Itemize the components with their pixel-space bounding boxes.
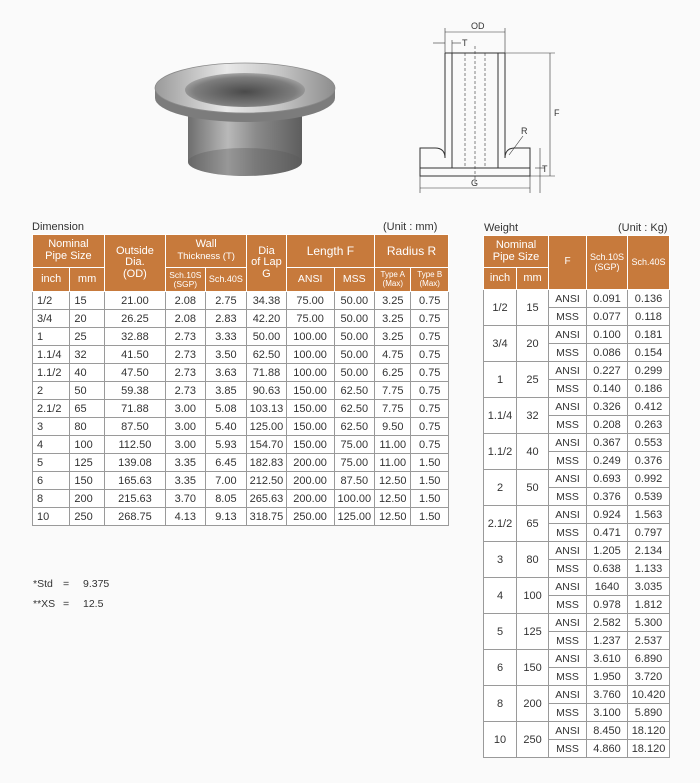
cell: 0.75 [411, 346, 449, 364]
cell: 2.73 [166, 364, 206, 382]
cell: 80 [517, 542, 549, 578]
cell: 62.50 [334, 400, 375, 418]
weight-title: Weight [484, 222, 519, 234]
cell: 11.00 [375, 436, 411, 454]
table-row [33, 454, 449, 472]
table-row [33, 400, 449, 418]
cell: 4.75 [375, 346, 411, 364]
std-note: *Std = 9.375 [33, 578, 110, 590]
cell: 0.186 [628, 380, 670, 398]
cell: 139.08 [104, 454, 165, 472]
cell: 11.00 [375, 454, 411, 472]
cell: 125 [70, 454, 104, 472]
cell: 200 [517, 686, 549, 722]
cell: ANSI [549, 542, 587, 560]
cell: 0.553 [628, 434, 670, 452]
cell: 87.50 [104, 418, 165, 436]
cell: 75.00 [286, 292, 334, 310]
cell: 5 [484, 614, 517, 650]
cell: 0.376 [587, 488, 628, 506]
cell: 4 [484, 578, 517, 614]
table-row [33, 382, 449, 400]
cell: 2.83 [205, 310, 247, 328]
drawing-f-label: F [554, 108, 560, 118]
table-row [484, 650, 670, 668]
cell: 0.136 [628, 290, 670, 308]
cell: 0.367 [587, 434, 628, 452]
cell: 18.120 [628, 740, 670, 758]
cell: 150.00 [286, 400, 334, 418]
cell: 125.00 [334, 508, 375, 526]
cell: 62.50 [334, 418, 375, 436]
cell: ANSI [549, 362, 587, 380]
cell: 75.00 [334, 436, 375, 454]
cell: 1.237 [587, 632, 628, 650]
weight-table [483, 235, 670, 758]
table-row [33, 310, 449, 328]
cell: 0.978 [587, 596, 628, 614]
drawing-t-top-label: T [462, 38, 468, 48]
cell: 3.50 [205, 346, 247, 364]
cell: 8 [484, 686, 517, 722]
drawing-r-label: R [521, 126, 528, 136]
cell: 75.00 [334, 454, 375, 472]
cell: 1 [33, 328, 70, 346]
cell: 125 [517, 614, 549, 650]
cell: MSS [549, 704, 587, 722]
cell: ANSI [549, 650, 587, 668]
cell: 0.086 [587, 344, 628, 362]
weight-mm-header: mm [517, 268, 549, 290]
stub-end-photo [150, 50, 340, 182]
table-row [484, 722, 670, 740]
cell: 18.120 [628, 722, 670, 740]
cell: 2 [484, 470, 517, 506]
cell: ANSI [549, 506, 587, 524]
drawing-g-label: G [471, 178, 479, 188]
cell: 87.50 [334, 472, 375, 490]
cell: 125.00 [247, 418, 287, 436]
cell: 4.13 [166, 508, 206, 526]
cell: 0.227 [587, 362, 628, 380]
cell: MSS [549, 488, 587, 506]
cell: 212.50 [247, 472, 287, 490]
cell: 0.299 [628, 362, 670, 380]
cell: 15 [70, 292, 104, 310]
weight-sch10s-header: Sch.10S (SGP) [587, 236, 628, 290]
cell: 6 [484, 650, 517, 686]
cell: 7.00 [205, 472, 247, 490]
cell: 2.08 [166, 310, 206, 328]
cell: 10 [33, 508, 70, 526]
cell: 0.75 [411, 418, 449, 436]
table-row [484, 326, 670, 344]
cell: 8 [33, 490, 70, 508]
cell: 0.992 [628, 470, 670, 488]
cell: 0.75 [411, 292, 449, 310]
cell: 1.563 [628, 506, 670, 524]
cell: 1.205 [587, 542, 628, 560]
cell: 150.00 [286, 436, 334, 454]
table-row [484, 398, 670, 416]
cell: 100 [517, 578, 549, 614]
cell: 50.00 [334, 310, 375, 328]
weight-sch40s-header: Sch.40S [628, 236, 670, 290]
type-b-header: Type B (Max) [411, 268, 449, 292]
wall-thickness-header: Wall Thickness (T) [166, 235, 247, 268]
cell: 9.50 [375, 418, 411, 436]
dimension-table [32, 234, 449, 526]
cell: 1.133 [628, 560, 670, 578]
weight-table-body [484, 290, 670, 758]
cell: 12.50 [375, 472, 411, 490]
cell: 1/2 [484, 290, 517, 326]
cell: 0.75 [411, 328, 449, 346]
cell: 100.00 [334, 490, 375, 508]
cell: MSS [549, 416, 587, 434]
cell: 42.20 [247, 310, 287, 328]
cell: 65 [517, 506, 549, 542]
cell: 7.75 [375, 382, 411, 400]
cell: 1 [484, 362, 517, 398]
cell: 50.00 [334, 346, 375, 364]
cell: 3.25 [375, 328, 411, 346]
cell: 47.50 [104, 364, 165, 382]
cell: 1.812 [628, 596, 670, 614]
cell: 265.63 [247, 490, 287, 508]
cell: 1.1/4 [484, 398, 517, 434]
cell: ANSI [549, 290, 587, 308]
cell: 150 [517, 650, 549, 686]
cell: 3.33 [205, 328, 247, 346]
cell: 15 [517, 290, 549, 326]
cell: 0.077 [587, 308, 628, 326]
cell: 0.75 [411, 310, 449, 328]
weight-f-header: F [549, 236, 587, 290]
cell: 62.50 [334, 382, 375, 400]
cell: 1.1/4 [33, 346, 70, 364]
table-row [484, 290, 670, 308]
cell: 62.50 [247, 346, 287, 364]
cell: 200.00 [286, 454, 334, 472]
table-row [484, 578, 670, 596]
table-row [484, 542, 670, 560]
cell: 90.63 [247, 382, 287, 400]
cell: 3.85 [205, 382, 247, 400]
cell: 100.00 [286, 346, 334, 364]
cell: 50.00 [334, 328, 375, 346]
cell: 71.88 [247, 364, 287, 382]
cell: 2.1/2 [33, 400, 70, 418]
sch40s-header: Sch.40S [205, 268, 247, 292]
cell: 5.890 [628, 704, 670, 722]
cell: 0.75 [411, 382, 449, 400]
table-row [33, 364, 449, 382]
cell: 59.38 [104, 382, 165, 400]
dia-of-lap-header: Dia of Lap G [247, 235, 287, 292]
cell: 1.50 [411, 454, 449, 472]
weight-nominal-header: Nominal Pipe Size [484, 236, 549, 268]
cell: 4 [33, 436, 70, 454]
cell: 10.420 [628, 686, 670, 704]
cell: 100 [70, 436, 104, 454]
drawing-t-side-label: T [542, 164, 548, 174]
nominal-pipe-size-header: Nominal Pipe Size [33, 235, 105, 268]
cell: 100.00 [286, 328, 334, 346]
cell: 150 [70, 472, 104, 490]
cell: 20 [517, 326, 549, 362]
xs-note: **XS = 12.5 [33, 598, 104, 610]
table-row [484, 470, 670, 488]
inch-header: inch [33, 268, 70, 292]
cell: 6.45 [205, 454, 247, 472]
cell: 32.88 [104, 328, 165, 346]
cell: 318.75 [247, 508, 287, 526]
cell: MSS [549, 596, 587, 614]
cell: 32 [70, 346, 104, 364]
cell: 150.00 [286, 382, 334, 400]
cell: 250 [70, 508, 104, 526]
outside-dia-header: Outside Dia. (OD) [104, 235, 165, 292]
cell: ANSI [549, 326, 587, 344]
table-row [33, 508, 449, 526]
cell: 3.35 [166, 472, 206, 490]
cell: 25 [517, 362, 549, 398]
length-f-header: Length F [286, 235, 374, 268]
mm-header: mm [70, 268, 104, 292]
cell: 6 [33, 472, 70, 490]
cell: ANSI [549, 614, 587, 632]
cell: 6.890 [628, 650, 670, 668]
cell: 50.00 [334, 292, 375, 310]
cell: 12.50 [375, 490, 411, 508]
cell: 154.70 [247, 436, 287, 454]
cell: ANSI [549, 686, 587, 704]
cell: 3/4 [33, 310, 70, 328]
cell: 1.50 [411, 508, 449, 526]
cell: MSS [549, 344, 587, 362]
dimension-unit: (Unit : mm) [383, 221, 438, 233]
cell: 3.25 [375, 310, 411, 328]
cell: 75.00 [286, 310, 334, 328]
cell: 2.75 [205, 292, 247, 310]
cell: 200.00 [286, 490, 334, 508]
cell: 0.140 [587, 380, 628, 398]
cell: 5.08 [205, 400, 247, 418]
cell: 3.720 [628, 668, 670, 686]
cell: 21.00 [104, 292, 165, 310]
cell: MSS [549, 308, 587, 326]
cell: 3/4 [484, 326, 517, 362]
cell: 12.50 [375, 508, 411, 526]
weight-unit: (Unit : Kg) [618, 222, 668, 234]
cell: ANSI [549, 578, 587, 596]
cell: 0.208 [587, 416, 628, 434]
cell: ANSI [549, 470, 587, 488]
table-row [484, 362, 670, 380]
cell: MSS [549, 524, 587, 542]
cell: 0.154 [628, 344, 670, 362]
cell: MSS [549, 560, 587, 578]
sch10s-header: Sch.10S (SGP) [166, 268, 206, 292]
table-row [484, 686, 670, 704]
weight-inch-header: inch [484, 268, 517, 290]
cell: 2.1/2 [484, 506, 517, 542]
table-row [33, 328, 449, 346]
cell: 0.693 [587, 470, 628, 488]
cell: 2.08 [166, 292, 206, 310]
cell: 150.00 [286, 418, 334, 436]
cell: 0.326 [587, 398, 628, 416]
dimension-title: Dimension [32, 221, 84, 233]
cell: 3.35 [166, 454, 206, 472]
cell: 65 [70, 400, 104, 418]
drawing-od-label: OD [471, 21, 485, 31]
table-row [33, 418, 449, 436]
table-row [33, 292, 449, 310]
cell: 215.63 [104, 490, 165, 508]
cell: 0.249 [587, 452, 628, 470]
cell: 71.88 [104, 400, 165, 418]
table-row [33, 436, 449, 454]
cell: 268.75 [104, 508, 165, 526]
cell: 20 [70, 310, 104, 328]
cell: 2.73 [166, 382, 206, 400]
dimension-table-body [33, 292, 449, 526]
ansi-header: ANSI [286, 268, 334, 292]
cell: MSS [549, 632, 587, 650]
cell: 0.638 [587, 560, 628, 578]
table-row [33, 490, 449, 508]
cell: 50 [517, 470, 549, 506]
cell: 0.376 [628, 452, 670, 470]
cell: 50.00 [247, 328, 287, 346]
table-row [484, 434, 670, 452]
cell: 4.860 [587, 740, 628, 758]
cell: 3.00 [166, 436, 206, 454]
cell: 0.539 [628, 488, 670, 506]
stub-end-drawing [405, 18, 575, 198]
cell: 10 [484, 722, 517, 758]
cell: 3.00 [166, 418, 206, 436]
cell: 32 [517, 398, 549, 434]
cell: 8.05 [205, 490, 247, 508]
cell: 0.412 [628, 398, 670, 416]
cell: 0.100 [587, 326, 628, 344]
cell: 1.1/2 [484, 434, 517, 470]
cell: 0.118 [628, 308, 670, 326]
cell: MSS [549, 668, 587, 686]
table-row [484, 614, 670, 632]
cell: 1.50 [411, 490, 449, 508]
table-row [33, 346, 449, 364]
cell: 50.00 [334, 364, 375, 382]
cell: 0.091 [587, 290, 628, 308]
table-row [484, 506, 670, 524]
cell: 2.537 [628, 632, 670, 650]
cell: 2.73 [166, 328, 206, 346]
mss-header: MSS [334, 268, 375, 292]
cell: 3.100 [587, 704, 628, 722]
cell: 200.00 [286, 472, 334, 490]
cell: 3.70 [166, 490, 206, 508]
cell: 1.950 [587, 668, 628, 686]
cell: 3.00 [166, 400, 206, 418]
cell: ANSI [549, 722, 587, 740]
radius-r-header: Radius R [375, 235, 449, 268]
cell: 26.25 [104, 310, 165, 328]
table-row [33, 472, 449, 490]
cell: 2.134 [628, 542, 670, 560]
cell: 7.75 [375, 400, 411, 418]
cell: 3 [484, 542, 517, 578]
cell: 8.450 [587, 722, 628, 740]
cell: 41.50 [104, 346, 165, 364]
cell: MSS [549, 740, 587, 758]
cell: 165.63 [104, 472, 165, 490]
cell: 0.75 [411, 400, 449, 418]
cell: 6.25 [375, 364, 411, 382]
cell: 3.63 [205, 364, 247, 382]
cell: 40 [517, 434, 549, 470]
cell: 3.035 [628, 578, 670, 596]
cell: 0.75 [411, 436, 449, 454]
cell: MSS [549, 380, 587, 398]
cell: 250 [517, 722, 549, 758]
cell: 0.181 [628, 326, 670, 344]
cell: 34.38 [247, 292, 287, 310]
cell: 5 [33, 454, 70, 472]
cell: 0.471 [587, 524, 628, 542]
cell: 5.93 [205, 436, 247, 454]
cell: 0.75 [411, 364, 449, 382]
cell: 1/2 [33, 292, 70, 310]
cell: 0.797 [628, 524, 670, 542]
cell: 0.924 [587, 506, 628, 524]
cell: 25 [70, 328, 104, 346]
cell: 5.40 [205, 418, 247, 436]
cell: MSS [549, 452, 587, 470]
cell: 1640 [587, 578, 628, 596]
cell: 1.50 [411, 472, 449, 490]
cell: 9.13 [205, 508, 247, 526]
type-a-header: Type A (Max) [375, 268, 411, 292]
cell: 1.1/2 [33, 364, 70, 382]
cell: 5.300 [628, 614, 670, 632]
cell: 200 [70, 490, 104, 508]
cell: 100.00 [286, 364, 334, 382]
cell: 2.73 [166, 346, 206, 364]
cell: ANSI [549, 398, 587, 416]
cell: 50 [70, 382, 104, 400]
cell: 40 [70, 364, 104, 382]
cell: ANSI [549, 434, 587, 452]
cell: 103.13 [247, 400, 287, 418]
cell: 3.610 [587, 650, 628, 668]
cell: 0.263 [628, 416, 670, 434]
cell: 112.50 [104, 436, 165, 454]
cell: 182.83 [247, 454, 287, 472]
cell: 3.25 [375, 292, 411, 310]
cell: 80 [70, 418, 104, 436]
cell: 3 [33, 418, 70, 436]
cell: 3.760 [587, 686, 628, 704]
cell: 2 [33, 382, 70, 400]
cell: 2.582 [587, 614, 628, 632]
cell: 250.00 [286, 508, 334, 526]
